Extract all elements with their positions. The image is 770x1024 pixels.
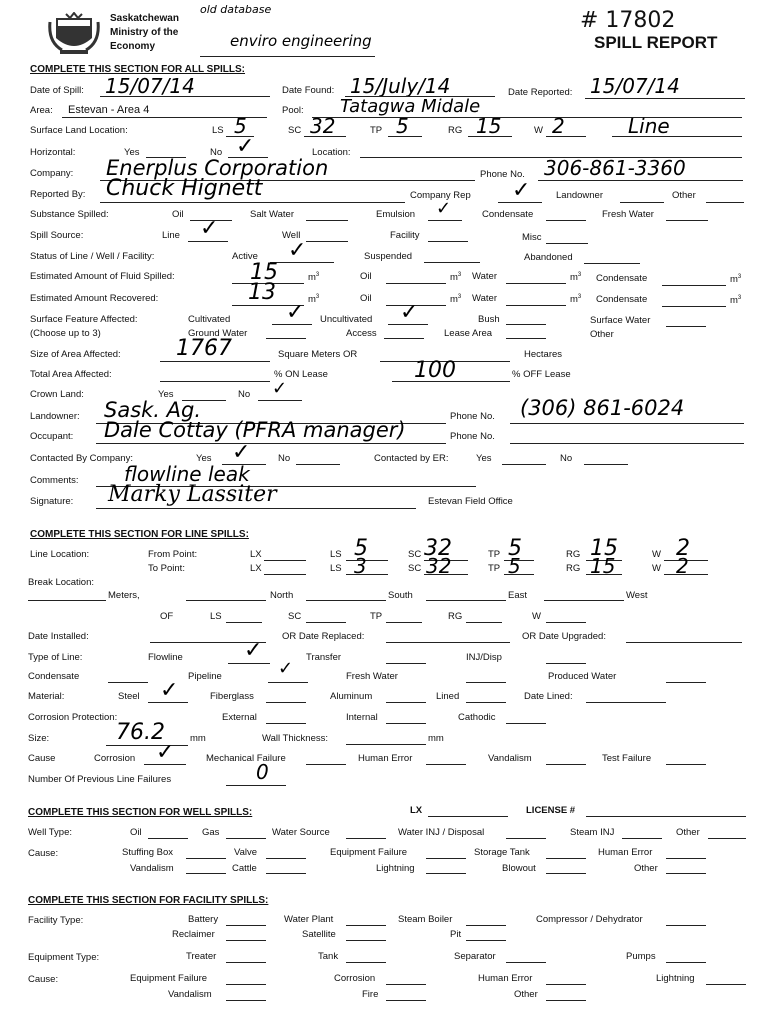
- status-abandoned: Abandoned: [524, 252, 573, 263]
- square-meters-label: Square Meters OR: [278, 349, 358, 360]
- contacted-company-label: Contacted By Company:: [30, 453, 133, 464]
- well-lx-label: LX: [410, 805, 423, 816]
- note-top: old database: [200, 3, 272, 16]
- status-label: Status of Line / Well / Facility:: [30, 251, 155, 262]
- from-w-value[interactable]: 2: [676, 536, 690, 561]
- landowner-phone-value[interactable]: (306) 861-6024: [520, 396, 685, 420]
- type-of-line-label: Type of Line:: [28, 652, 83, 663]
- sub-fresh: Fresh Water: [602, 209, 654, 220]
- cause-mechanical: Mechanical Failure: [206, 753, 286, 764]
- well-license-label: LICENSE #: [526, 805, 576, 816]
- wt-water-inj: Water INJ / Disposal: [398, 827, 485, 838]
- est-spilled-unit: $m^3$: [308, 272, 320, 284]
- est-recovered-unit: $m^3$: [308, 294, 320, 306]
- sf-surface-water: Surface Water: [590, 315, 651, 326]
- eq-pumps: Pumps: [626, 951, 656, 962]
- est-recovered-oil-unit: $m^3$: [450, 294, 462, 306]
- phone-label: Phone No.: [480, 169, 525, 180]
- previous-failures-value[interactable]: 0: [256, 760, 269, 784]
- note-env: enviro engineering: [230, 32, 372, 50]
- sub-emulsion: Emulsion: [376, 209, 416, 220]
- break-rg-label: RG: [448, 611, 463, 622]
- from-sc-value[interactable]: 32: [424, 536, 452, 561]
- break-ls-label: LS: [210, 611, 222, 622]
- type-pipeline: Pipeline: [188, 671, 222, 682]
- to-sc-value[interactable]: 32: [426, 554, 452, 578]
- break-north: North: [270, 590, 294, 601]
- org-line-1: Saskatchewan: [110, 13, 179, 24]
- fc-vandalism: Vandalism: [168, 989, 212, 1000]
- break-of-label: OF: [160, 611, 174, 622]
- ft-battery: Battery: [188, 914, 219, 925]
- report-number: # 17802: [580, 8, 676, 33]
- hectares-label: Hectares: [524, 349, 563, 360]
- well-cause-label: Cause:: [28, 848, 59, 859]
- line-size-unit: mm: [190, 733, 206, 744]
- est-spilled-label: Estimated Amount of Fluid Spilled:: [30, 271, 175, 282]
- line-location-label: Line Location:: [30, 549, 90, 560]
- from-tp-value[interactable]: 5: [508, 536, 522, 561]
- date-replaced-label: OR Date Replaced:: [282, 631, 365, 642]
- wc-storage: Storage Tank: [474, 847, 530, 858]
- report-title: SPILL REPORT: [594, 33, 718, 52]
- date-reported-value[interactable]: 15/07/14: [590, 74, 680, 98]
- cause-vandalism: Vandalism: [488, 753, 532, 764]
- wc-human: Human Error: [598, 847, 653, 858]
- cause-test: Test Failure: [602, 753, 652, 764]
- well-spills-heading: COMPLETE THIS SECTION FOR WELL SPILLS:: [28, 807, 253, 818]
- facility-spills-heading: COMPLETE THIS SECTION FOR FACILITY SPILLS:: [28, 895, 269, 906]
- type-produced: Produced Water: [548, 671, 617, 682]
- fc-fire: Fire: [362, 989, 379, 1000]
- est-recovered-cond-label: Condensate: [596, 294, 648, 305]
- contacted-company-no: No: [278, 453, 291, 464]
- wt-steam: Steam INJ: [570, 827, 615, 838]
- est-recovered-water-unit: $m^3$: [570, 294, 582, 306]
- other-option: Other: [672, 190, 696, 201]
- material-date-lined: Date Lined:: [524, 691, 573, 702]
- to-w-value[interactable]: 2: [676, 554, 689, 578]
- pool-label: Pool:: [282, 105, 304, 116]
- date-of-spill-value[interactable]: 15/07/14: [105, 74, 195, 98]
- date-found-value[interactable]: 15/July/14: [350, 74, 451, 98]
- location-label: Location:: [312, 147, 351, 158]
- src-line: Line: [162, 230, 180, 241]
- est-spilled-cond-unit: $m^3$: [730, 274, 742, 286]
- src-well: Well: [282, 230, 301, 241]
- src-facility: Facility: [390, 230, 420, 241]
- contacted-er-yes: Yes: [476, 453, 492, 464]
- sf-other: Other: [590, 329, 614, 340]
- cause-human: Human Error: [358, 753, 413, 764]
- crown-land-label: Crown Land:: [30, 389, 84, 400]
- corrosion-protection-label: Corrosion Protection:: [28, 712, 118, 723]
- ft-pit: Pit: [450, 929, 462, 940]
- est-spilled-value[interactable]: 15: [250, 260, 278, 285]
- eq-separator: Separator: [454, 951, 496, 962]
- comments-label: Comments:: [30, 475, 79, 486]
- type-flowline: Flowline: [148, 652, 183, 663]
- wt-water-source: Water Source: [272, 827, 330, 838]
- line-size-value[interactable]: 76.2: [116, 720, 165, 745]
- sub-salt: Salt Water: [250, 209, 294, 220]
- off-lease-label: % OFF Lease: [512, 369, 571, 380]
- substance-label: Substance Spilled:: [30, 209, 109, 220]
- corrosion-check-icon[interactable]: ✓: [156, 740, 175, 765]
- facility-type-label: Facility Type:: [28, 915, 84, 926]
- total-area-label: Total Area Affected:: [30, 369, 112, 380]
- choose-label: (Choose up to 3): [30, 328, 101, 339]
- sf-ground-water: Ground Water: [188, 328, 248, 339]
- landowner-value[interactable]: Sask. Ag.: [104, 398, 202, 422]
- emulsion-check-icon[interactable]: ✓: [436, 198, 452, 219]
- reported-by-label: Reported By:: [30, 189, 86, 200]
- to-tp-label: TP: [488, 563, 501, 574]
- date-of-spill-label: Date of Spill:: [30, 85, 84, 96]
- break-west: West: [626, 590, 648, 601]
- area-value[interactable]: Estevan - Area 4: [68, 104, 150, 116]
- est-recovered-label: Estimated Amount Recovered:: [30, 293, 159, 304]
- all-spills-heading: COMPLETE THIS SECTION FOR ALL SPILLS:: [30, 64, 246, 75]
- uncultivated-check-icon[interactable]: ✓: [400, 300, 419, 325]
- cp-external: External: [222, 712, 257, 723]
- wc-blowout: Blowout: [502, 863, 536, 874]
- from-ls-label: LS: [330, 549, 342, 560]
- rg-label: RG: [448, 125, 463, 136]
- horizontal-no-check-icon[interactable]: ✓: [236, 134, 255, 159]
- sf-cultivated: Cultivated: [188, 314, 231, 325]
- cause-corrosion: Corrosion: [94, 753, 136, 764]
- from-lx-label: LX: [250, 549, 262, 560]
- cp-cathodic: Cathodic: [458, 712, 496, 723]
- wc-stuffing: Stuffing Box: [122, 847, 174, 858]
- date-found-label: Date Found:: [282, 85, 335, 96]
- occupant-value[interactable]: Dale Cottay (PFRA manager): [104, 418, 406, 442]
- off-lease-value[interactable]: 100: [414, 358, 456, 383]
- break-sc-label: SC: [288, 611, 302, 622]
- wc-valve: Valve: [234, 847, 258, 858]
- phone-value[interactable]: 306-861-3360: [544, 156, 686, 180]
- flowline-check-icon[interactable]: ✓: [244, 638, 263, 663]
- source-line-check-icon[interactable]: ✓: [200, 216, 219, 241]
- company-rep-label: Company Rep: [410, 190, 471, 201]
- to-rg-value[interactable]: 15: [590, 554, 616, 578]
- material-steel: Steel: [118, 691, 140, 702]
- company-rep-check-icon[interactable]: ✓: [512, 178, 531, 203]
- line-cause-label: Cause: [28, 753, 56, 764]
- sub-oil: Oil: [172, 209, 184, 220]
- to-point-label: To Point:: [148, 563, 185, 574]
- from-w-label: W: [652, 549, 661, 560]
- line-size-label: Size:: [28, 733, 50, 744]
- spill-source-label: Spill Source:: [30, 230, 84, 241]
- from-point-label: From Point:: [148, 549, 198, 560]
- surface-tp[interactable]: 5: [396, 114, 409, 138]
- ft-compressor: Compressor / Dehydrator: [536, 914, 643, 925]
- wc-other: Other: [634, 863, 658, 874]
- wall-thickness-unit: mm: [428, 733, 444, 744]
- wt-oil: Oil: [130, 827, 142, 838]
- est-recovered-cond-unit: $m^3$: [730, 295, 742, 307]
- est-spilled-oil-unit: $m^3$: [450, 272, 462, 284]
- material-fiberglass: Fiberglass: [210, 691, 254, 702]
- to-lx-label: LX: [250, 563, 262, 574]
- src-misc: Misc: [522, 232, 542, 243]
- est-recovered-oil-label: Oil: [360, 293, 372, 304]
- wc-equipment: Equipment Failure: [330, 847, 408, 858]
- surface-w[interactable]: 2: [552, 114, 565, 138]
- est-spilled-oil-label: Oil: [360, 271, 372, 282]
- crown-yes: Yes: [158, 389, 174, 400]
- break-location-label: Break Location:: [28, 577, 95, 588]
- from-rg-label: RG: [566, 549, 581, 560]
- est-spilled-water-label: Water: [472, 271, 497, 282]
- fc-other: Other: [514, 989, 538, 1000]
- surface-feature-label: Surface Feature Affected:: [30, 314, 138, 325]
- on-lease-label: % ON Lease: [274, 369, 328, 380]
- type-fresh: Fresh Water: [346, 671, 398, 682]
- signature-value[interactable]: Marky Lassiter: [108, 482, 277, 507]
- company-label: Company:: [30, 168, 74, 179]
- surface-extra[interactable]: Line: [628, 114, 670, 138]
- sf-lease-area: Lease Area: [444, 328, 493, 339]
- ft-satellite: Satellite: [302, 929, 336, 940]
- size-label: Size of Area Affected:: [30, 349, 121, 360]
- cultivated-check-icon[interactable]: ✓: [286, 300, 305, 325]
- contacted-er-no: No: [560, 453, 573, 464]
- occupant-phone-label: Phone No.: [450, 431, 495, 442]
- landowner-option: Landowner: [556, 190, 604, 201]
- area-label: Area:: [30, 105, 53, 116]
- date-reported-label: Date Reported:: [508, 87, 573, 98]
- break-w-label: W: [532, 611, 541, 622]
- to-tp-value[interactable]: 5: [508, 554, 521, 578]
- from-rg-value[interactable]: 15: [590, 536, 618, 561]
- material-aluminum: Aluminum: [330, 691, 373, 702]
- to-ls-label: LS: [330, 563, 342, 574]
- surface-location-label: Surface Land Location:: [30, 125, 128, 136]
- tp-label: TP: [370, 125, 383, 136]
- fc-equipment: Equipment Failure: [130, 973, 208, 984]
- to-w-label: W: [652, 563, 661, 574]
- sf-access: Access: [346, 328, 377, 339]
- status-active: Active: [232, 251, 258, 262]
- surface-ls[interactable]: 5: [234, 114, 247, 138]
- break-south: South: [388, 590, 413, 601]
- from-ls-value[interactable]: 5: [354, 536, 368, 561]
- est-spilled-cond-label: Condensate: [596, 273, 648, 284]
- steel-check-icon[interactable]: ✓: [160, 678, 179, 703]
- equipment-type-label: Equipment Type:: [28, 952, 100, 963]
- ministry-crest-icon: [48, 12, 100, 56]
- well-type-label: Well Type:: [28, 827, 73, 838]
- est-recovered-water-label: Water: [472, 293, 497, 304]
- wc-vandalism: Vandalism: [130, 863, 174, 874]
- contacted-company-yes: Yes: [196, 453, 212, 464]
- date-installed-label: Date Installed:: [28, 631, 89, 642]
- date-upgraded-label: OR Date Upgraded:: [522, 631, 606, 642]
- wt-other: Other: [676, 827, 700, 838]
- previous-failures-label: Number Of Previous Line Failures: [28, 774, 172, 785]
- wall-thickness-label: Wall Thickness:: [262, 733, 328, 744]
- sf-bush: Bush: [478, 314, 500, 325]
- wc-lightning: Lightning: [376, 863, 415, 874]
- from-sc-label: SC: [408, 549, 422, 560]
- size-value[interactable]: 1767: [176, 336, 232, 361]
- sc-label: SC: [288, 125, 302, 136]
- fc-human: Human Error: [478, 973, 533, 984]
- wt-gas: Gas: [202, 827, 220, 838]
- type-condensate: Condensate: [28, 671, 80, 682]
- est-recovered-value[interactable]: 13: [248, 280, 276, 305]
- surface-rg[interactable]: 15: [476, 114, 502, 138]
- occupant-label: Occupant:: [30, 431, 74, 442]
- horizontal-label: Horizontal:: [30, 147, 76, 158]
- horizontal-yes: Yes: [124, 147, 140, 158]
- w-label: W: [534, 125, 543, 136]
- org-line-3: Economy: [110, 41, 156, 52]
- break-meters: Meters,: [108, 590, 140, 601]
- eq-tank: Tank: [318, 951, 339, 962]
- status-active-check-icon[interactable]: ✓: [288, 238, 307, 263]
- signature-label: Signature:: [30, 496, 74, 507]
- reported-by-value[interactable]: Chuck Hignett: [106, 176, 263, 201]
- contacted-company-check-icon[interactable]: ✓: [232, 440, 251, 465]
- break-tp-label: TP: [370, 611, 383, 622]
- fc-corrosion: Corrosion: [334, 973, 376, 984]
- to-rg-label: RG: [566, 563, 581, 574]
- material-label: Material:: [28, 691, 65, 702]
- type-transfer: Transfer: [306, 652, 342, 663]
- break-east: East: [508, 590, 528, 601]
- pool-value[interactable]: Tatagwa Midale: [340, 96, 481, 117]
- org-line-2: Ministry of the: [110, 27, 179, 38]
- est-spilled-water-unit: $m^3$: [570, 272, 582, 284]
- ls-label: LS: [212, 125, 224, 136]
- company-value[interactable]: Enerplus Corporation: [106, 156, 329, 180]
- contacted-er-label: Contacted by ER:: [374, 453, 449, 464]
- ft-steam: Steam Boiler: [398, 914, 453, 925]
- ft-water-plant: Water Plant: [284, 914, 334, 925]
- crown-no-check-icon[interactable]: ✓: [272, 378, 288, 399]
- crown-no: No: [238, 389, 251, 400]
- sf-uncultivated: Uncultivated: [320, 314, 373, 325]
- facility-cause-label: Cause:: [28, 974, 59, 985]
- to-ls-value[interactable]: 3: [354, 554, 367, 578]
- comments-value[interactable]: flowline leak: [124, 462, 250, 486]
- line-spills-heading: COMPLETE THIS SECTION FOR LINE SPILLS:: [30, 529, 249, 540]
- wc-cattle: Cattle: [232, 863, 257, 874]
- horizontal-no: No: [210, 147, 223, 158]
- landowner-phone-label: Phone No.: [450, 411, 495, 422]
- surface-sc[interactable]: 32: [310, 114, 336, 138]
- cp-internal: Internal: [346, 712, 378, 723]
- pipeline-check-icon[interactable]: ✓: [278, 658, 294, 679]
- type-injdisp: INJ/Disp: [466, 652, 502, 663]
- status-suspended: Suspended: [364, 251, 413, 262]
- fc-lightning: Lightning: [656, 973, 695, 984]
- field-office: Estevan Field Office: [428, 496, 513, 507]
- material-lined: Lined: [436, 691, 460, 702]
- from-tp-label: TP: [488, 549, 501, 560]
- eq-treater: Treater: [186, 951, 217, 962]
- ft-reclaimer: Reclaimer: [172, 929, 215, 940]
- landowner-label: Landowner:: [30, 411, 80, 422]
- to-sc-label: SC: [408, 563, 422, 574]
- sub-condensate: Condensate: [482, 209, 534, 220]
